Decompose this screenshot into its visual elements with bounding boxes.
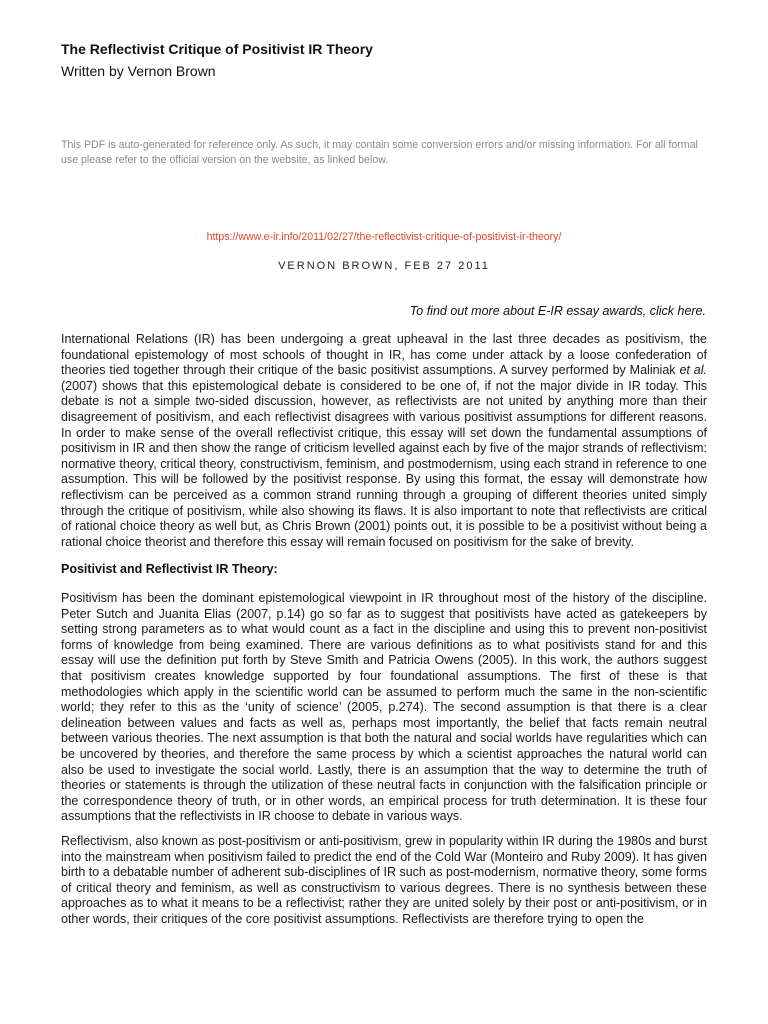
et-al-emphasis: et al. bbox=[679, 363, 707, 378]
pdf-disclaimer: This PDF is auto-generated for reference only. As such, it may contain some conversion errors and/or missing information. For all formal use please refer to the official version on the website, as linked below. bbox=[61, 139, 698, 166]
byline: VERNON BROWN, FEB 27 2011 bbox=[278, 260, 490, 272]
section-heading: Positivist and Reflectivist IR Theory: bbox=[61, 562, 278, 576]
source-url-link[interactable]: https://www.e-ir.info/2011/02/27/the-reflectivist-critique-of-positivist-ir-theory/ bbox=[206, 231, 562, 243]
essay-awards-link[interactable]: To find out more about E-IR essay awards, click here. bbox=[409, 304, 706, 318]
author-line: Written by Vernon Brown bbox=[61, 63, 216, 79]
paragraph-reflectivism: Reflectivism, also known as post-positivism or anti-positivism, grew in popularity within IR during the 1980s and burst into the mainstream when positivism failed to predict the end of the Cold War (Monteiro and Ruby 2009). It has given birth to a debatable number of adherent sub-disciplines of IR such as post-modernism, normative theory, some forms of critical theory and feminism, as well as constructivism to various degrees. There is no synthesis between these approaches as to what it means to be a reflectivist; rather they are united solely by their post or anti-positivism, or in other words, their critiques of the core positivist assumptions. Reflectivists are therefore trying to open the bbox=[61, 834, 707, 926]
paragraph-intro bbox=[61, 332, 707, 550]
paragraph-intro-text-2: (2007) shows that this epistemological debate is considered to be one of, if not the major divide in IR today. This debate is not a simple two-sided discussion, however, as reflectivists are not united by anything more than their disagreement of positivism, and each reflectivist disagrees with various positivist assumptions for different reasons. In order to make sense of the overall reflectivist critique, this essay will set down the fundamental assumptions of positivism in IR and then show the range of criticism levelled against each by five of the major strands of reflectivism: normative theory, critical theory, constructivism, feminism, and postmodernism, using each strand in reference to one assumption. This will be followed by the positivist response. By using this format, the essay will demonstrate how reflectivism can be perceived as a common strand running through a grouping of different theories united simply through the critique of positivism, while also showing its flaws. It is also important to note that reflectivists are critical of rational choice theory as well but, as Chris Brown (2001) points out, it is possible to be a positivist without being a rational choice theorist and therefore this essay will remain focused on positivism for the sake of brevity. bbox=[61, 378, 707, 549]
document-title: The Reflectivist Critique of Positivist IR Theory bbox=[61, 41, 373, 57]
paragraph-intro-text-1: International Relations (IR) has been undergoing a great upheaval in the last three decades as positivism, the foundational epistemology of most schools of thought in IR, has come under attack by a loose confederation of theories tied together through their critique of the basic positivist assumptions. A survey performed by Maliniak bbox=[61, 332, 707, 378]
paragraph-positivism: Positivism has been the dominant epistemological viewpoint in IR throughout most of the history of the discipline. Peter Sutch and Juanita Elias (2007, p.14) go so far as to suggest that positivists have acted as gatekeepers by setting strong parameters as to what would count as a fact in the discipline and using this to prevent non-positivist forms of knowledge from being examined. There are various definitions as to what positivists stand for and this essay will use the definition put forth by Steve Smith and Patricia Owens (2005). In this work, the authors suggest that positivism creates knowledge supported by four foundational assumptions. The first of these is that methodologies which apply in the scientific world can be assumed to perform much the same in the non-scientific world; they refer to this as the ‘unity of science’ (2005, p.274). The second assumption is that there is a clear delineation between values and facts as well as, perhaps most importantly, the belief that facts remain neutral between various theories. The next assumption is that both the natural and social worlds have regularities which can be uncovered by theories, and therefore the same process by which a scientist approaches the natural world can also be used to investigate the social world. Lastly, there is an assumption that the way to determine the truth of theories or statements is through the utilization of these neutral facts in conjunction with the falsification principle or the correspondence theory of truth, or in other words, an empirical process for truth determination. It is these four assumptions that the reflectivists in IR choose to debate in various ways. bbox=[61, 591, 707, 824]
